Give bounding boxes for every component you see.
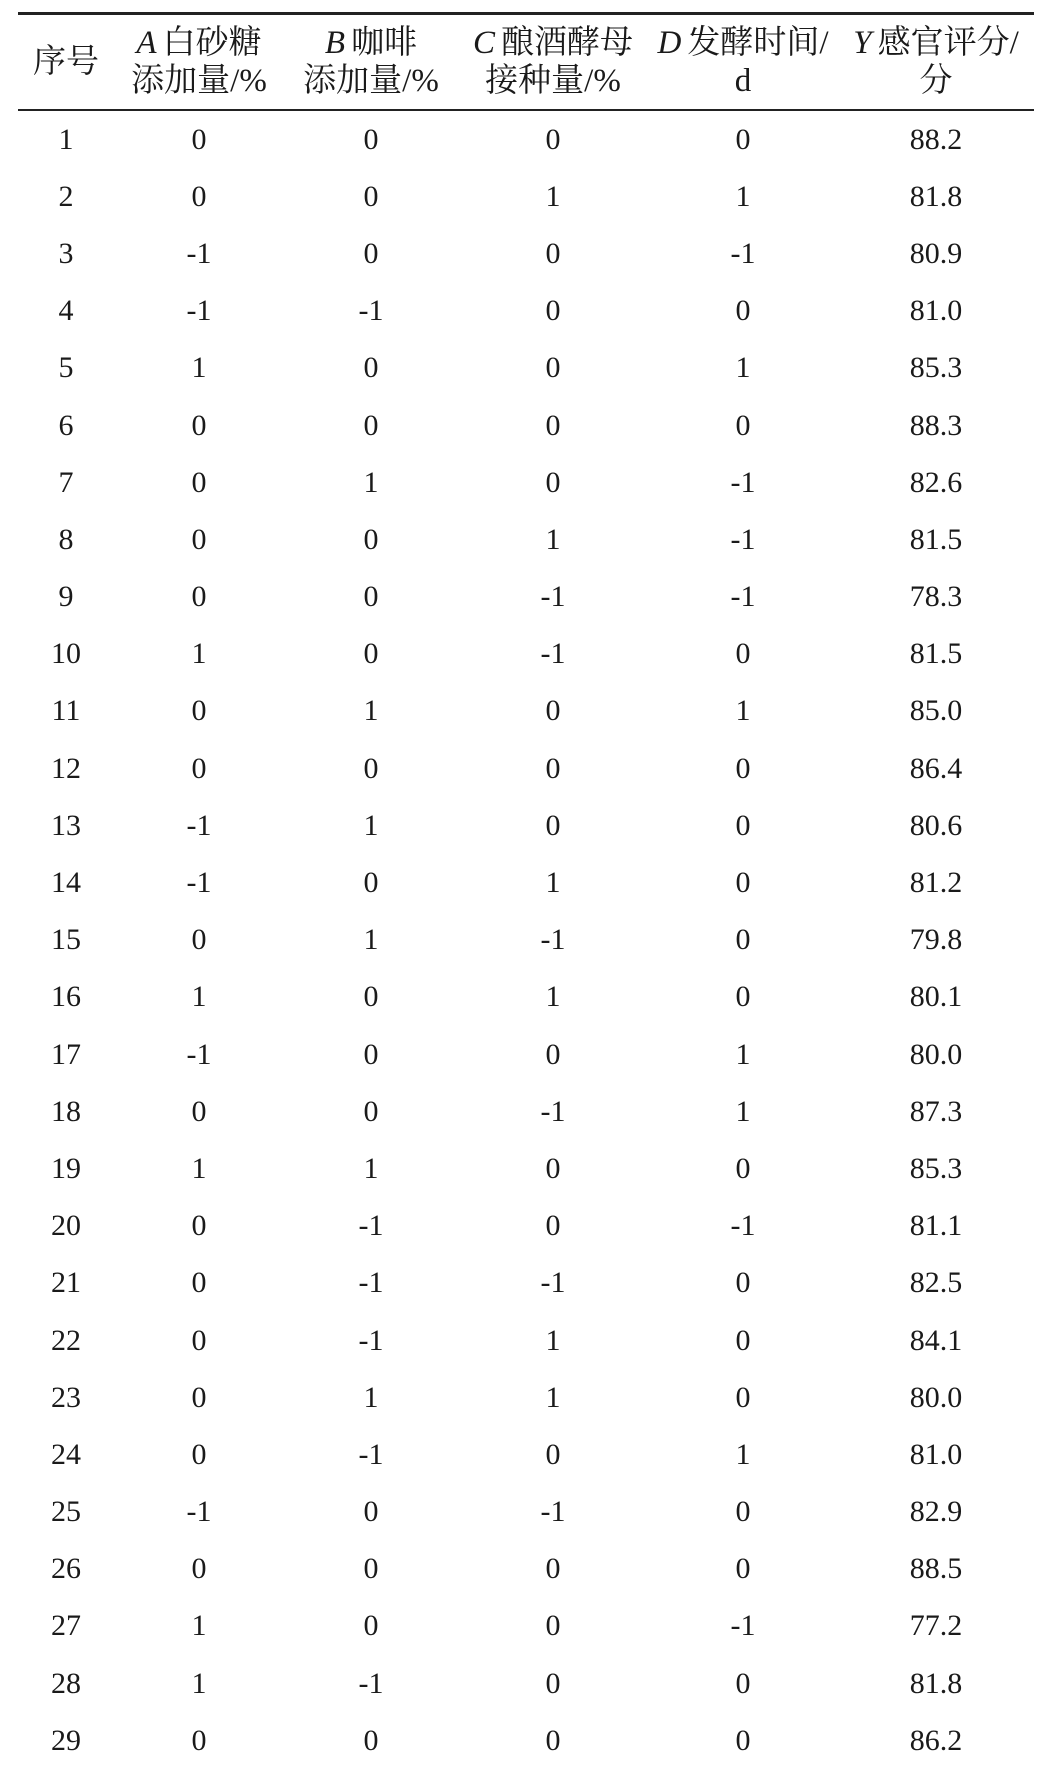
cell-b-coffee: 0 (363, 866, 379, 900)
cell-y-score: 81.0 (909, 294, 963, 328)
cell-b-coffee: 1 (363, 808, 379, 842)
cell-y-score: 81.5 (909, 522, 963, 556)
header-variable: A (136, 25, 157, 61)
cell-b-coffee: -1 (358, 1209, 384, 1243)
header-cell-d (648, 24, 838, 100)
table-row (18, 1484, 1034, 1541)
cell-y-score: 88.3 (909, 408, 963, 442)
cell-y-score: 81.5 (909, 637, 963, 671)
cell-index: 25 (51, 1495, 81, 1529)
table-row (18, 1598, 1034, 1655)
cell-c-yeast: 1 (545, 179, 561, 213)
table-body (18, 111, 1034, 1769)
cell-index: 13 (51, 808, 81, 842)
table-row (18, 225, 1034, 282)
cell-index: 9 (58, 580, 74, 614)
cell-a-sugar: -1 (186, 1037, 212, 1071)
cell-c-yeast: -1 (540, 580, 566, 614)
cell-index: 16 (51, 980, 81, 1014)
cell-c-yeast: 0 (545, 1437, 561, 1471)
table-row (18, 569, 1034, 626)
cell-c-yeast: -1 (540, 1266, 566, 1300)
cell-a-sugar: 1 (191, 1151, 207, 1185)
table-row (18, 1655, 1034, 1712)
cell-a-sugar: 0 (191, 580, 207, 614)
cell-y-score: 81.8 (909, 179, 963, 213)
cell-a-sugar: -1 (186, 866, 212, 900)
cell-y-score: 77.2 (909, 1609, 963, 1643)
cell-y-score: 82.5 (909, 1266, 963, 1300)
cell-y-score: 80.9 (909, 236, 963, 270)
cell-b-coffee: 0 (363, 1495, 379, 1529)
cell-b-coffee: 0 (363, 236, 379, 270)
cell-index: 22 (51, 1323, 81, 1357)
table-row (18, 740, 1034, 797)
cell-a-sugar: 1 (191, 1609, 207, 1643)
cell-c-yeast: -1 (540, 1094, 566, 1128)
header-cell-y (838, 24, 1034, 100)
cell-a-sugar: 1 (191, 980, 207, 1014)
cell-index: 6 (58, 408, 74, 442)
cell-c-yeast: 0 (545, 236, 561, 270)
table-row (18, 969, 1034, 1026)
cell-c-yeast: -1 (540, 1495, 566, 1529)
cell-b-coffee: 0 (363, 179, 379, 213)
data-table (18, 12, 1034, 1769)
table-row (18, 683, 1034, 740)
cell-c-yeast: 0 (545, 408, 561, 442)
cell-d-time: -1 (730, 236, 756, 270)
cell-b-coffee: -1 (358, 294, 384, 328)
header-variable: D (657, 25, 682, 61)
cell-a-sugar: 0 (191, 1723, 207, 1757)
cell-b-coffee: 1 (363, 465, 379, 499)
cell-index: 1 (58, 122, 74, 156)
cell-b-coffee: 1 (363, 923, 379, 957)
cell-c-yeast: 0 (545, 122, 561, 156)
cell-b-coffee: -1 (358, 1437, 384, 1471)
cell-b-coffee: 0 (363, 122, 379, 156)
cell-a-sugar: 0 (191, 1437, 207, 1471)
cell-index: 26 (51, 1552, 81, 1586)
cell-d-time: -1 (730, 1209, 756, 1243)
header-unit: d (734, 63, 752, 99)
cell-index: 24 (51, 1437, 81, 1471)
cell-index: 14 (51, 866, 81, 900)
cell-y-score: 80.0 (909, 1380, 963, 1414)
cell-index: 23 (51, 1380, 81, 1414)
cell-d-time: 0 (735, 294, 751, 328)
cell-b-coffee: -1 (358, 1266, 384, 1300)
cell-c-yeast: 0 (545, 1037, 561, 1071)
cell-y-score: 85.0 (909, 694, 963, 728)
cell-a-sugar: 0 (191, 751, 207, 785)
cell-b-coffee: 1 (363, 1380, 379, 1414)
table-row (18, 1712, 1034, 1769)
cell-b-coffee: 1 (363, 1151, 379, 1185)
cell-a-sugar: 0 (191, 522, 207, 556)
cell-y-score: 81.8 (909, 1666, 963, 1700)
cell-a-sugar: 0 (191, 1266, 207, 1300)
cell-c-yeast: 0 (545, 694, 561, 728)
header-cell-c (458, 24, 648, 100)
cell-c-yeast: 0 (545, 1723, 561, 1757)
cell-c-yeast: 1 (545, 1380, 561, 1414)
header-label: 咖啡 (351, 25, 418, 61)
cell-b-coffee: 0 (363, 1037, 379, 1071)
cell-d-time: 1 (735, 179, 751, 213)
cell-a-sugar: 0 (191, 923, 207, 957)
cell-d-time: 0 (735, 408, 751, 442)
table-row (18, 511, 1034, 568)
header-cell-b (284, 24, 458, 100)
cell-index: 5 (58, 351, 74, 385)
header-label: 感官评分/ (877, 25, 1019, 61)
cell-index: 19 (51, 1151, 81, 1185)
cell-c-yeast: 1 (545, 866, 561, 900)
cell-a-sugar: -1 (186, 236, 212, 270)
table-row (18, 912, 1034, 969)
header-variable: C (472, 25, 495, 61)
cell-c-yeast: 0 (545, 1151, 561, 1185)
cell-d-time: 0 (735, 751, 751, 785)
cell-index: 4 (58, 294, 74, 328)
cell-c-yeast: 0 (545, 1666, 561, 1700)
table-row (18, 1369, 1034, 1426)
cell-b-coffee: 0 (363, 1609, 379, 1643)
cell-d-time: 0 (735, 1380, 751, 1414)
cell-b-coffee: 0 (363, 1094, 379, 1128)
cell-d-time: 0 (735, 1151, 751, 1185)
table-row (18, 111, 1034, 168)
cell-y-score: 81.1 (909, 1209, 963, 1243)
cell-c-yeast: 1 (545, 1323, 561, 1357)
cell-y-score: 88.2 (909, 122, 963, 156)
cell-index: 27 (51, 1609, 81, 1643)
header-cell-index (18, 43, 114, 81)
cell-d-time: -1 (730, 580, 756, 614)
cell-b-coffee: 0 (363, 580, 379, 614)
cell-c-yeast: 0 (545, 1609, 561, 1643)
header-label: 发酵时间/ (687, 25, 829, 61)
table-row (18, 168, 1034, 225)
cell-index: 28 (51, 1666, 81, 1700)
cell-a-sugar: -1 (186, 808, 212, 842)
cell-d-time: 0 (735, 1323, 751, 1357)
cell-a-sugar: 0 (191, 1552, 207, 1586)
cell-d-time: 1 (735, 351, 751, 385)
cell-a-sugar: 0 (191, 1094, 207, 1128)
cell-d-time: 0 (735, 923, 751, 957)
cell-b-coffee: -1 (358, 1323, 384, 1357)
cell-a-sugar: 1 (191, 637, 207, 671)
table-header (18, 15, 1034, 109)
table-row (18, 340, 1034, 397)
cell-y-score: 81.2 (909, 866, 963, 900)
cell-b-coffee: 1 (363, 694, 379, 728)
header-unit: 接种量/% (485, 63, 621, 99)
cell-index: 15 (51, 923, 81, 957)
cell-index: 11 (51, 694, 81, 728)
cell-d-time: -1 (730, 522, 756, 556)
cell-y-score: 82.6 (909, 465, 963, 499)
cell-b-coffee: 0 (363, 637, 379, 671)
cell-a-sugar: 0 (191, 694, 207, 728)
cell-b-coffee: 0 (363, 522, 379, 556)
cell-y-score: 84.1 (909, 1323, 963, 1357)
table-row (18, 397, 1034, 454)
cell-c-yeast: -1 (540, 637, 566, 671)
cell-y-score: 80.6 (909, 808, 963, 842)
cell-d-time: 0 (735, 122, 751, 156)
cell-a-sugar: 0 (191, 408, 207, 442)
header-variable: B (324, 25, 346, 61)
cell-index: 3 (58, 236, 74, 270)
cell-c-yeast: 0 (545, 1209, 561, 1243)
cell-d-time: 0 (735, 1266, 751, 1300)
cell-index: 8 (58, 522, 74, 556)
header-cell-a (114, 24, 284, 100)
cell-a-sugar: 0 (191, 1209, 207, 1243)
cell-d-time: 1 (735, 694, 751, 728)
cell-y-score: 85.3 (909, 351, 963, 385)
cell-y-score: 80.1 (909, 980, 963, 1014)
table-row (18, 1026, 1034, 1083)
cell-a-sugar: 0 (191, 179, 207, 213)
cell-y-score: 78.3 (909, 580, 963, 614)
cell-d-time: 0 (735, 1495, 751, 1529)
cell-b-coffee: -1 (358, 1666, 384, 1700)
header-unit: 添加量/% (303, 63, 439, 99)
cell-b-coffee: 0 (363, 351, 379, 385)
cell-y-score: 79.8 (909, 923, 963, 957)
cell-c-yeast: 0 (545, 351, 561, 385)
cell-c-yeast: 0 (545, 751, 561, 785)
cell-index: 29 (51, 1723, 81, 1757)
cell-a-sugar: 0 (191, 1323, 207, 1357)
cell-c-yeast: 0 (545, 808, 561, 842)
cell-index: 18 (51, 1094, 81, 1128)
cell-d-time: 1 (735, 1094, 751, 1128)
cell-a-sugar: 0 (191, 122, 207, 156)
table-row (18, 1312, 1034, 1369)
cell-a-sugar: 0 (191, 465, 207, 499)
table-row (18, 283, 1034, 340)
table-row (18, 454, 1034, 511)
cell-d-time: -1 (730, 465, 756, 499)
cell-d-time: 0 (735, 1723, 751, 1757)
cell-d-time: 0 (735, 980, 751, 1014)
cell-b-coffee: 0 (363, 751, 379, 785)
cell-index: 21 (51, 1266, 81, 1300)
cell-c-yeast: 1 (545, 522, 561, 556)
table-row (18, 1198, 1034, 1255)
cell-b-coffee: 0 (363, 1723, 379, 1757)
cell-y-score: 85.3 (909, 1151, 963, 1185)
cell-d-time: 0 (735, 1666, 751, 1700)
cell-d-time: 1 (735, 1037, 751, 1071)
cell-c-yeast: 0 (545, 1552, 561, 1586)
cell-a-sugar: -1 (186, 1495, 212, 1529)
cell-y-score: 82.9 (909, 1495, 963, 1529)
cell-index: 10 (51, 637, 81, 671)
cell-d-time: 0 (735, 808, 751, 842)
cell-y-score: 80.0 (909, 1037, 963, 1071)
cell-c-yeast: 1 (545, 980, 561, 1014)
cell-c-yeast: 0 (545, 465, 561, 499)
cell-d-time: 0 (735, 637, 751, 671)
cell-a-sugar: -1 (186, 294, 212, 328)
header-unit: 分 (919, 63, 953, 99)
cell-b-coffee: 0 (363, 980, 379, 1014)
cell-d-time: -1 (730, 1609, 756, 1643)
cell-d-time: 1 (735, 1437, 751, 1471)
header-label: 白砂糖 (162, 25, 262, 61)
table-row (18, 1541, 1034, 1598)
table-row (18, 1140, 1034, 1197)
cell-a-sugar: 1 (191, 1666, 207, 1700)
cell-c-yeast: -1 (540, 923, 566, 957)
cell-y-score: 88.5 (909, 1552, 963, 1586)
cell-d-time: 0 (735, 1552, 751, 1586)
cell-b-coffee: 0 (363, 1552, 379, 1586)
header-variable: Y (853, 25, 872, 61)
table-row (18, 626, 1034, 683)
cell-d-time: 0 (735, 866, 751, 900)
cell-y-score: 81.0 (909, 1437, 963, 1471)
table-row (18, 797, 1034, 854)
table-row (18, 854, 1034, 911)
cell-index: 12 (51, 751, 81, 785)
table-row (18, 1255, 1034, 1312)
cell-index: 20 (51, 1209, 81, 1243)
cell-index: 7 (58, 465, 74, 499)
cell-index: 2 (58, 179, 74, 213)
header-unit: 添加量/% (131, 63, 267, 99)
cell-c-yeast: 0 (545, 294, 561, 328)
cell-a-sugar: 0 (191, 1380, 207, 1414)
cell-a-sugar: 1 (191, 351, 207, 385)
cell-index: 17 (51, 1037, 81, 1071)
table-row (18, 1426, 1034, 1483)
header-label: 序号 (33, 44, 99, 80)
table-row (18, 1083, 1034, 1140)
header-label: 酿酒酵母 (501, 25, 633, 61)
cell-y-score: 87.3 (909, 1094, 963, 1128)
cell-y-score: 86.2 (909, 1723, 963, 1757)
cell-b-coffee: 0 (363, 408, 379, 442)
cell-y-score: 86.4 (909, 751, 963, 785)
